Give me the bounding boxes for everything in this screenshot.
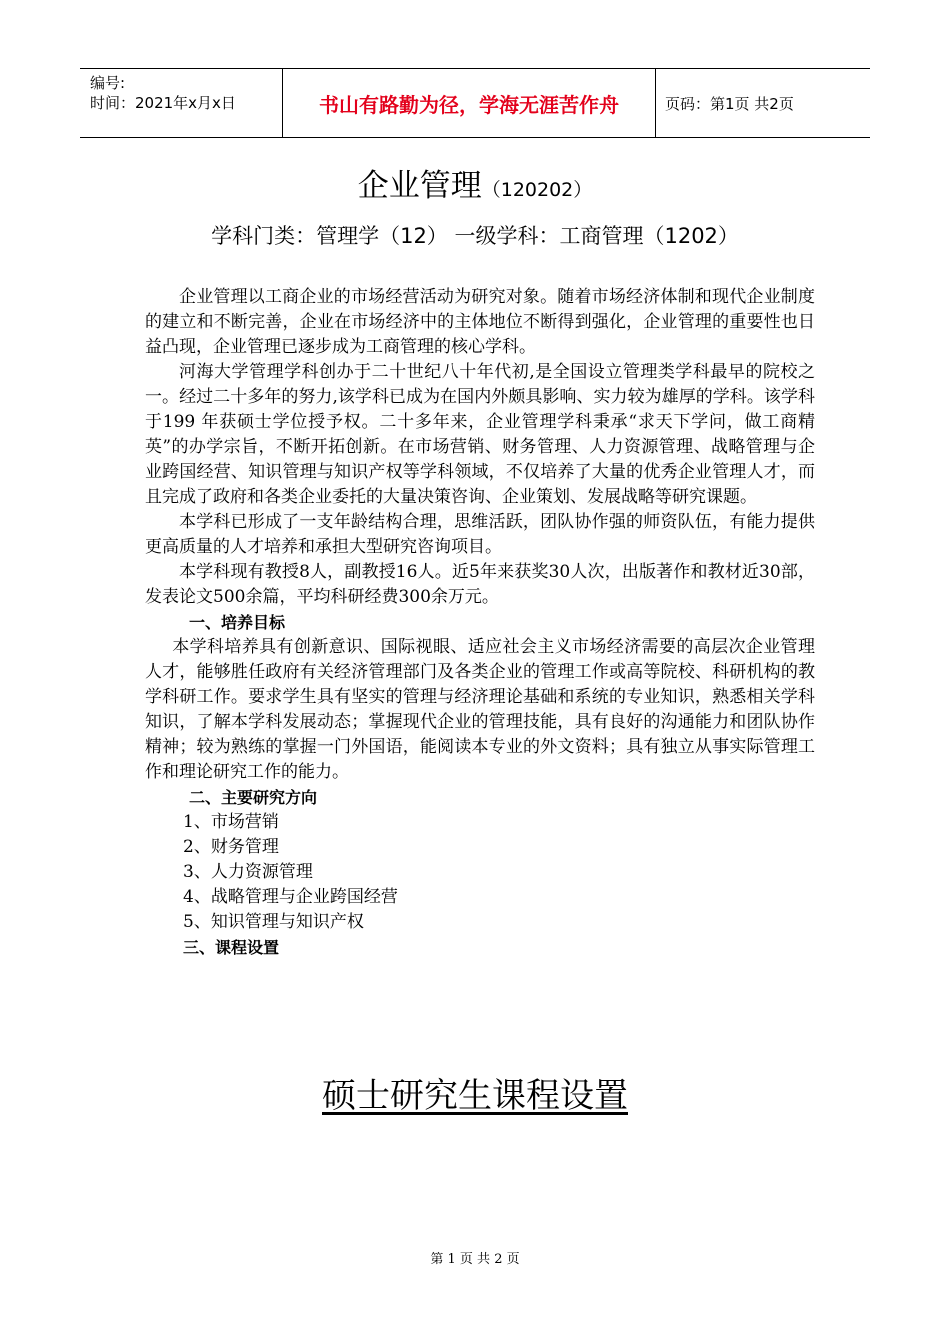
title-code: （120202） bbox=[481, 179, 593, 201]
paragraph-history: 河海大学管理学科创办于二十世纪八十年代初,是全国设立管理类学科最早的院校之一。经过二十多年的努力,该学科已成为在国内外颇具影响、实力较为雄厚的学科。该学科于199 年获硕士学位授予权。二十多年来，企业管理学科秉承“求天下学问，做工商精英”的办学宗旨，不断开拓创新。在市场营销、财务管理、人力资源管理、战略管理与企业跨国经营、知识管理与知识产权等学科领域，不仅培养了大量的优秀企业管理人才，而且完成了政府和各类企业委托的大量决策咨询、企业策划、发展战略等研究课题。 bbox=[145, 362, 815, 507]
header-page-number: 页码：第1页 共2页 bbox=[665, 94, 794, 113]
section-heading-directions: 二、主要研究方向 bbox=[189, 788, 318, 807]
section-heading-goals: 一、培养目标 bbox=[189, 613, 286, 632]
list-item: 3、人力资源管理 bbox=[183, 862, 313, 882]
document-subtitle: 学科门类：管理学（12） 一级学科：工商管理（1202） bbox=[211, 224, 739, 248]
list-item: 2、财务管理 bbox=[183, 837, 279, 857]
paragraph-stats: 本学科现有教授8人，副教授16人。近5年来获奖30人次，出版著作和教材近30部，发表论文500余篇，平均科研经费300余万元。 bbox=[145, 562, 815, 607]
course-heading-text: 硕士研究生课程设置 bbox=[322, 1076, 628, 1116]
section-heading-courses: 三、课程设置 bbox=[183, 938, 280, 957]
header-number: 编号: bbox=[90, 74, 126, 92]
paragraph-goals: 本学科培养具有创新意识、国际视眼、适应社会主义市场经济需要的高层次企业管理人才，能够胜任政府有关经济管理部门及各类企业的管理工作或高等院校、科研机构的教学科研工作。要求学生具有坚实的管理与经济理论基础和系统的专业知识，熟悉相关学科知识，了解本学科发展动态；掌握现代企业的管理技能，具有良好的沟通能力和团队协作精神；较为熟练的掌握一门外国语，能阅读本专业的外文资料；具有独立从事实际管理工作和理论研究工作的能力。 bbox=[145, 637, 815, 782]
title-main: 企业管理 bbox=[357, 168, 482, 204]
header-meta bbox=[90, 73, 236, 113]
paragraph-intro: 企业管理以工商企业的市场经营活动为研究对象。随着市场经济体制和现代企业制度的建立和不断完善，企业在市场经济中的主体地位不断得到强化，企业管理的重要性也日益凸现，企业管理已逐步成为工商管理的核心学科。 bbox=[145, 287, 815, 357]
page-footer: 第 1 页 共 2 页 bbox=[430, 1252, 520, 1267]
document-title bbox=[0, 160, 950, 205]
course-heading bbox=[0, 1068, 950, 1117]
paragraph-faculty: 本学科已形成了一支年龄结构合理，思维活跃，团队协作强的师资队伍，有能力提供更高质量的人才培养和承担大型研究咨询项目。 bbox=[145, 512, 815, 557]
document-body bbox=[145, 285, 815, 960]
list-item: 5、知识管理与知识产权 bbox=[183, 912, 364, 932]
page-header bbox=[80, 68, 870, 138]
list-item: 1、市场营销 bbox=[183, 812, 279, 832]
header-time: 时间：2021年x月x日 bbox=[90, 94, 236, 112]
list-item: 4、战略管理与企业跨国经营 bbox=[183, 887, 398, 907]
header-motto: 书山有路勤为径，学海无涯苦作舟 bbox=[282, 69, 656, 137]
